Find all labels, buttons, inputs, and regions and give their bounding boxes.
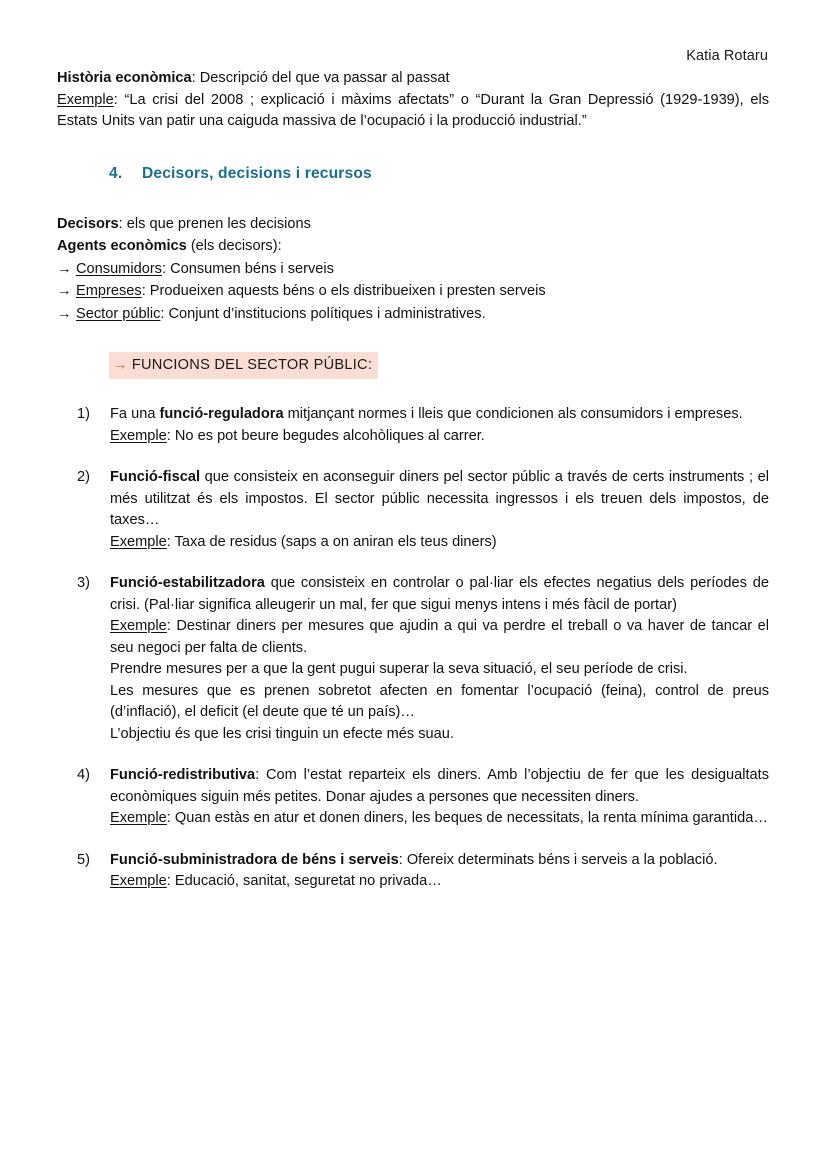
decisors-term: Decisors <box>57 215 119 232</box>
function-example <box>110 426 769 448</box>
document-content <box>57 68 769 913</box>
section-number: 4. <box>109 164 123 182</box>
arrow-icon: → <box>57 260 72 277</box>
agent-item-sector-public <box>57 303 769 326</box>
example-text: : Educació, sanitat, seguretat no privada… <box>166 873 442 889</box>
list-marker: 3) <box>77 575 90 591</box>
function-text: que consisteix en controlar o pal·liar els efectes negatius dels períodes de crisi. (Pal·liar significa alleugerir un mal, fer que sigui menys intens i més fàcil de portar) <box>110 575 769 613</box>
callout-wrapper <box>57 352 769 379</box>
function-lead: Fa una <box>110 406 160 422</box>
agent-rest: : Consumen béns i serveis <box>161 260 334 277</box>
historia-economica-term: Història econòmica <box>57 70 192 86</box>
example-text: : Quan estàs en atur et donen diners, les beques de necessitats, la renta mínima garantida… <box>166 810 768 826</box>
arrow-icon: → <box>57 305 72 322</box>
function-body <box>110 573 769 616</box>
arrow-icon: → <box>113 357 128 373</box>
agent-rest: : Conjunt d’institucions polítiques i administratives. <box>160 305 486 322</box>
example-label: Exemple <box>110 810 167 826</box>
agents-economics-term: Agents econòmics <box>57 238 187 254</box>
agent-term: Sector públic <box>76 305 161 322</box>
example-text: : No es pot beure begudes alcohòliques al carrer. <box>166 427 485 444</box>
function-term: Funció-fiscal <box>110 469 201 485</box>
list-item <box>57 765 769 830</box>
function-text: que consisteix en aconseguir diners pel sector públic a través de certs instruments ; el més utilitzat és els impostos. El sector públic necessita ingressos i els treuen dels impostos, de taxes… <box>110 469 769 528</box>
example-text: : Taxa de residus (saps a on aniran els teus diners) <box>166 533 497 550</box>
function-extra-line: L’objectiu és que les crisi tinguin un efecte més suau. <box>110 725 454 742</box>
example-label: Exemple <box>110 533 167 550</box>
arrow-icon: → <box>57 283 72 299</box>
list-marker: 4) <box>77 767 90 783</box>
decisors-rest: : els que prenen les decisions <box>118 215 311 232</box>
decisors-definition <box>57 213 769 236</box>
list-item <box>57 850 769 893</box>
function-term: Funció-estabilitzadora <box>110 575 265 591</box>
example-label: Exemple <box>57 91 114 108</box>
function-body <box>110 404 769 426</box>
agent-rest: : Produeixen aquests béns o els distribueixen i presten serveis <box>141 283 546 299</box>
agent-term: Consumidors <box>76 260 162 277</box>
function-example <box>110 871 769 893</box>
function-example <box>110 616 769 659</box>
historia-economica-rest: : Descripció del que va passar al passat <box>191 70 450 86</box>
list-marker: 5) <box>77 851 90 868</box>
list-marker: 2) <box>77 469 90 485</box>
funcions-sector-public-callout <box>109 352 378 379</box>
function-term: Funció-redistributiva <box>110 767 256 783</box>
agent-item-consumidors <box>57 258 769 281</box>
function-term: Funció-subministradora de béns i serveis <box>110 851 399 868</box>
function-extra-line: Les mesures que es prenen sobretot afecten en fomentar l’ocupació (feina), control de preus (d’inflació), el deficit (el deute que té un país)… <box>110 682 769 720</box>
section-heading <box>57 163 769 185</box>
example-text: : “La crisi del 2008 ; explicació i màxims afectats” o “Durant la Gran Depressió (1929-1939), els Estats Units van patir una caiguda massiva de l’ocupació i la producció industrial.” <box>57 91 769 129</box>
historia-economica-definition <box>57 68 769 90</box>
callout-text: FUNCIONS DEL SECTOR PÚBLIC: <box>131 357 373 373</box>
function-example <box>110 808 769 830</box>
example-label: Exemple <box>110 618 167 634</box>
function-body <box>110 765 769 808</box>
example-text: : Destinar diners per mesures que ajudin a qui va perdre el treball o va haver de tancar el seu negoci per falta de clients. <box>110 618 769 656</box>
historia-economica-example <box>57 90 769 133</box>
functions-list <box>57 404 769 893</box>
decisors-block <box>57 213 769 326</box>
function-example <box>110 532 769 554</box>
section-title: Decisors, decisions i recursos <box>142 164 372 182</box>
function-text: mitjançant normes i lleis que condicionen als consumidors i empreses. <box>283 406 743 422</box>
list-item <box>57 573 769 745</box>
example-label: Exemple <box>110 427 167 444</box>
agent-term: Empreses <box>76 283 142 299</box>
function-body <box>110 467 769 532</box>
function-term: funció-reguladora <box>159 406 284 422</box>
list-item <box>57 404 769 447</box>
function-text: : Ofereix determinats béns i serveis a la població. <box>398 851 718 868</box>
author-name: Katia Rotaru <box>686 48 768 64</box>
agents-economics-definition <box>57 235 769 258</box>
list-marker: 1) <box>77 406 90 422</box>
function-text: : Com l’estat reparteix els diners. Amb l’objectiu de fer que les desigualtats econòmiques siguin més petites. Donar ajudes a persones que necessiten diners. <box>110 767 769 805</box>
function-body <box>110 850 769 872</box>
agent-item-empreses <box>57 280 769 303</box>
list-item <box>57 467 769 553</box>
function-extra-line: Prendre mesures per a que la gent pugui superar la seva situació, el seu període de crisi. <box>110 661 688 677</box>
agents-economics-rest: (els decisors): <box>186 238 282 254</box>
example-label: Exemple <box>110 873 167 889</box>
